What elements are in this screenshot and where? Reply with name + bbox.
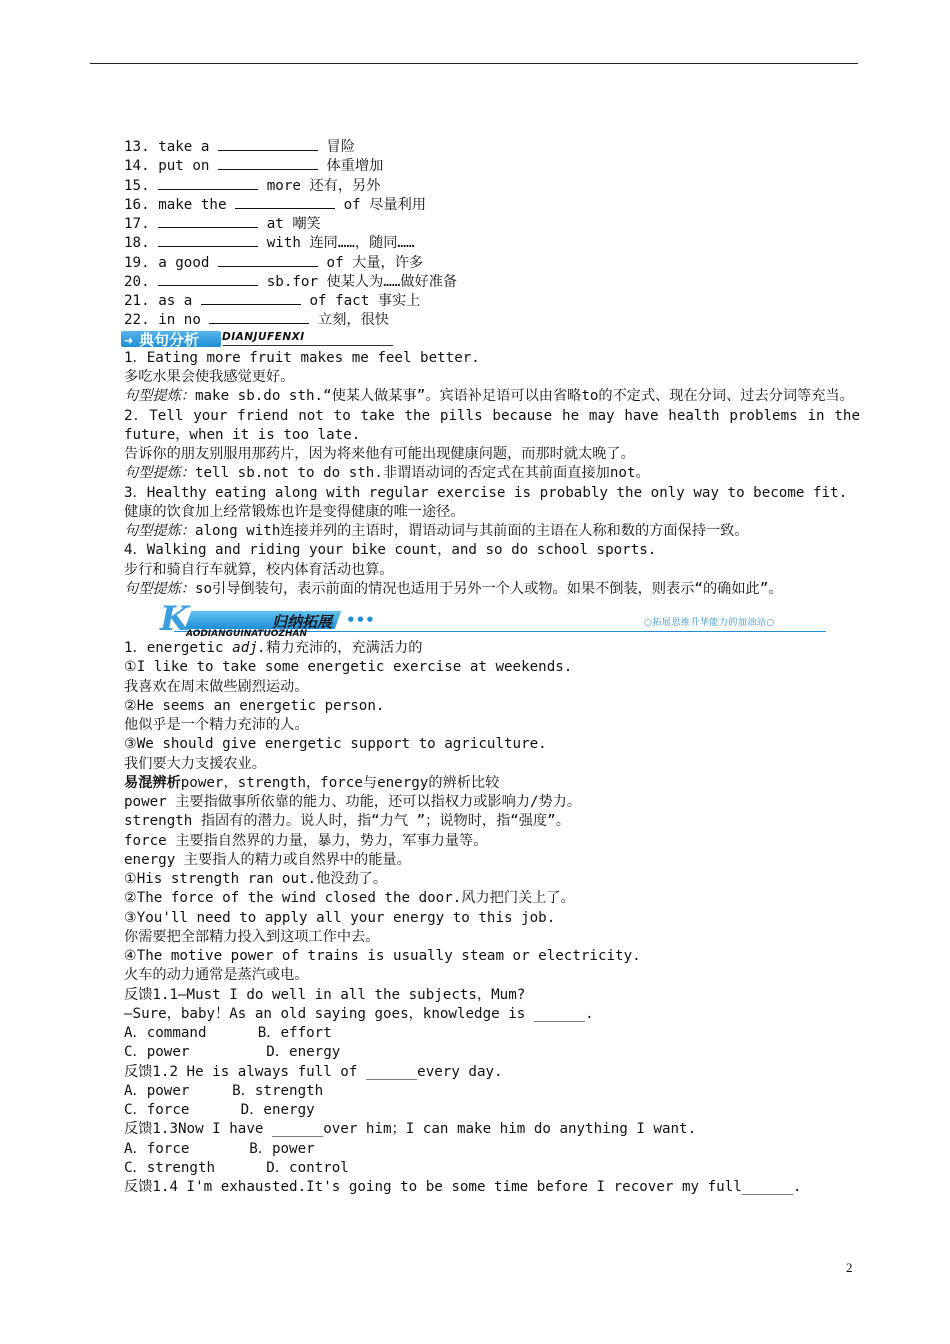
vocab-prefix: make the (158, 196, 227, 213)
vocab-item: 22. in no 立刻，很快 (124, 312, 389, 329)
example-line: 他似乎是一个精力充沛的人。 (124, 717, 309, 733)
compare-line: ④The motive power of trains is usually steam or electricity. (124, 948, 641, 964)
compare-heading: 易混辨析power，strength，force与energy的辨析比较 (124, 774, 500, 791)
compare-line: strength 指固有的潜力。说人时，指“力气 ”；说物时，指“强度”。 (124, 813, 570, 830)
vocab-number: 17 (124, 216, 142, 232)
vocab-item: 15. more 还有，另外 (124, 177, 381, 194)
compare-line: 你需要把全部精力投入到这项工作中去。 (124, 928, 380, 945)
vocab-item: 20. sb.for 使某人为……做好准备 (124, 273, 458, 290)
vocab-meaning: of 大量，许多 (326, 254, 424, 271)
pattern-note (124, 387, 860, 406)
section-note: ○拓展思维升华能力的加油站○ (644, 618, 775, 628)
example-line: 我喜欢在周末做些剧烈运动。 (124, 678, 309, 695)
vocab-meaning: sb.for 使某人为……做好准备 (266, 273, 458, 290)
compare-line: 火车的动力通常是蒸汽或电。 (124, 967, 309, 984)
pattern-text: so引导倒装句，表示前面的情况也适用于另外一个人或物。如果不倒装，则表示“的确如此”。 (194, 580, 783, 597)
answer-blank (201, 291, 301, 305)
example-sentence-en: 4．Walking and riding your bike count，and so do school sports. (124, 542, 657, 559)
vocab-item: 18. with 连同……，随同…… (124, 235, 415, 252)
example-list (124, 658, 860, 774)
vocab-number: 20 (124, 273, 142, 290)
pattern-label: 句型提炼： (124, 523, 195, 539)
example-line: ①I like to take some energetic exercise at weekends. (124, 659, 573, 676)
answer-blank (235, 195, 335, 209)
example-sentence-zh: 健康的饮食加上经常锻炼也许是变得健康的唯一途径。 (124, 503, 465, 520)
section-title: 典句分析 (139, 330, 200, 349)
vocab-meaning: 冒险 (326, 139, 355, 155)
vocab-number: 15 (124, 177, 142, 194)
vocab-number: 16 (124, 196, 142, 213)
vocab-item: 14. put on 体重增加 (124, 158, 384, 175)
section-subtitle: DIANJUFENXI (222, 330, 305, 343)
vocab-number: 18 (124, 235, 142, 252)
section-banner-guinatuozhan (124, 601, 860, 639)
pattern-text: tell sb.not to do sth.非谓语动词的否定式在其前面直接加not。 (194, 465, 650, 482)
pattern-label: 句型提炼： (124, 388, 195, 405)
page-content (124, 137, 860, 1197)
answer-blank (158, 176, 258, 190)
example-line: ③We should give energetic support to agriculture. (124, 736, 547, 753)
compare-line: ②The force of the wind closed the door.风力把门关上了。 (124, 890, 575, 907)
answer-blank (158, 272, 258, 286)
k-logo-icon: K (160, 599, 190, 639)
vocab-prefix: as a (158, 293, 193, 309)
feedback-line: A．power B．strength (124, 1082, 324, 1099)
header-rule (90, 63, 858, 64)
vocab-prefix: take a (158, 139, 210, 155)
banner-underline (223, 345, 393, 346)
answer-blank (158, 233, 258, 247)
example-sentence-en: 2．Tell your friend not to take the pills because he may have health problems in the future，when it is too late. (124, 407, 860, 443)
vocab-item: 19. a good of 大量，许多 (124, 254, 424, 271)
sentence-analysis (124, 349, 860, 599)
answer-blank (218, 137, 318, 151)
compare-line: ③You'll need to apply all your energy to this job. (124, 909, 556, 926)
feedback-line: 反馈1.1—Must I do well in all the subjects，Mum? (124, 986, 526, 1003)
compare-line: force 主要指自然界的力量，暴力，势力，军事力量等。 (124, 832, 488, 849)
feedback-line: A．command B．effort (124, 1025, 332, 1041)
vocab-meaning: at 嘲笑 (266, 216, 321, 232)
vocab-meaning: of fact 事实上 (309, 293, 421, 309)
compare-line: power 主要指做事所依靠的能力、功能，还可以指权力或影响力/势力。 (124, 794, 582, 810)
compare-line: energy 主要指人的精力或自然界中的能量。 (124, 851, 411, 868)
feedback-line: C．force D．energy (124, 1102, 315, 1118)
vocab-number: 21 (124, 293, 142, 309)
pattern-note (124, 580, 860, 599)
feedback-exercises (124, 986, 860, 1198)
pattern-note (124, 522, 860, 541)
pattern-text: along with连接并列的主语时，谓语动词与其前面的主语在人称和数的方面保持一致。 (194, 523, 749, 539)
word-entry: 1．energetic adj.精力充沛的，充满活力的 (124, 640, 423, 656)
answer-blank (218, 253, 318, 267)
vocab-item: 13. take a 冒险 (124, 139, 355, 155)
section-banner-dianjufenxi (121, 330, 860, 349)
vocab-number: 14 (124, 158, 142, 175)
feedback-line: 反馈1.3Now I have ______over him；I can make him do anything I want. (124, 1121, 697, 1138)
compare-line: ①His strength ran out.他没劲了。 (124, 871, 388, 887)
vocab-meaning: 体重增加 (326, 158, 384, 175)
vocab-number: 19 (124, 254, 142, 271)
vocab-number: 13 (124, 139, 142, 155)
vocab-prefix: put on (158, 158, 210, 175)
vocab-item: 16. make the of 尽量利用 (124, 196, 427, 213)
vocab-list (124, 137, 860, 330)
answer-blank (209, 310, 309, 324)
example-sentence-zh: 告诉你的朋友别服用那药片，因为将来他有可能出现健康问题，而那时就太晚了。 (124, 446, 635, 462)
arrow-icon: ➜ (124, 333, 134, 347)
section-title: 归纳拓展 (272, 613, 333, 631)
vocab-prefix: in no (158, 312, 201, 329)
vocab-meaning: of 尽量利用 (343, 196, 427, 213)
vocab-meaning: with 连同……，随同…… (266, 235, 415, 252)
page-number: 2 (846, 1260, 853, 1275)
vocab-item: 17. at 嘲笑 (124, 216, 321, 232)
pattern-label: 句型提炼： (124, 580, 195, 597)
compare-list (124, 793, 860, 986)
feedback-line: 反馈1.4 I'm exhausted.It's going to be some time before I recover my full______. (124, 1179, 802, 1195)
example-line: ②He seems an energetic person. (124, 697, 385, 714)
dots-icon: ••• (346, 611, 375, 629)
pattern-label: 句型提炼： (124, 465, 195, 482)
example-sentence-en: 1．Eating more fruit makes me feel better. (124, 349, 480, 366)
vocab-number: 22 (124, 312, 142, 329)
example-sentence-en: 3．Healthy eating along with regular exercise is probably the only way to become fit. (124, 484, 848, 501)
vocab-item: 21. as a of fact 事实上 (124, 293, 421, 309)
answer-blank (218, 156, 318, 170)
feedback-line: 反馈1.2 He is always full of ______every day. (124, 1063, 503, 1080)
feedback-line: C．power D．energy (124, 1044, 341, 1061)
feedback-line: C．strength D．control (124, 1159, 349, 1176)
example-sentence-zh: 多吃水果会使我感觉更好。 (124, 369, 295, 385)
pattern-text: make sb.do sth.“使某人做某事”。宾语补足语可以由省略to的不定式、现在分词、过去分词等充当。 (194, 388, 854, 405)
pattern-note (124, 464, 860, 483)
vocab-meaning: more 还有，另外 (266, 177, 381, 194)
example-sentence-zh: 步行和骑自行车就算，校内体育活动也算。 (124, 561, 394, 578)
feedback-line: A．force B．power (124, 1140, 315, 1157)
vocab-prefix: a good (158, 254, 210, 271)
answer-blank (158, 214, 258, 228)
example-line: 我们要大力支援农业。 (124, 755, 266, 772)
feedback-line: —Sure，baby！As an old saying goes，knowledge is ______. (124, 1005, 594, 1022)
vocab-meaning: 立刻，很快 (318, 312, 389, 329)
section-subtitle: AODIANGUINATUOZHAN (186, 629, 307, 639)
